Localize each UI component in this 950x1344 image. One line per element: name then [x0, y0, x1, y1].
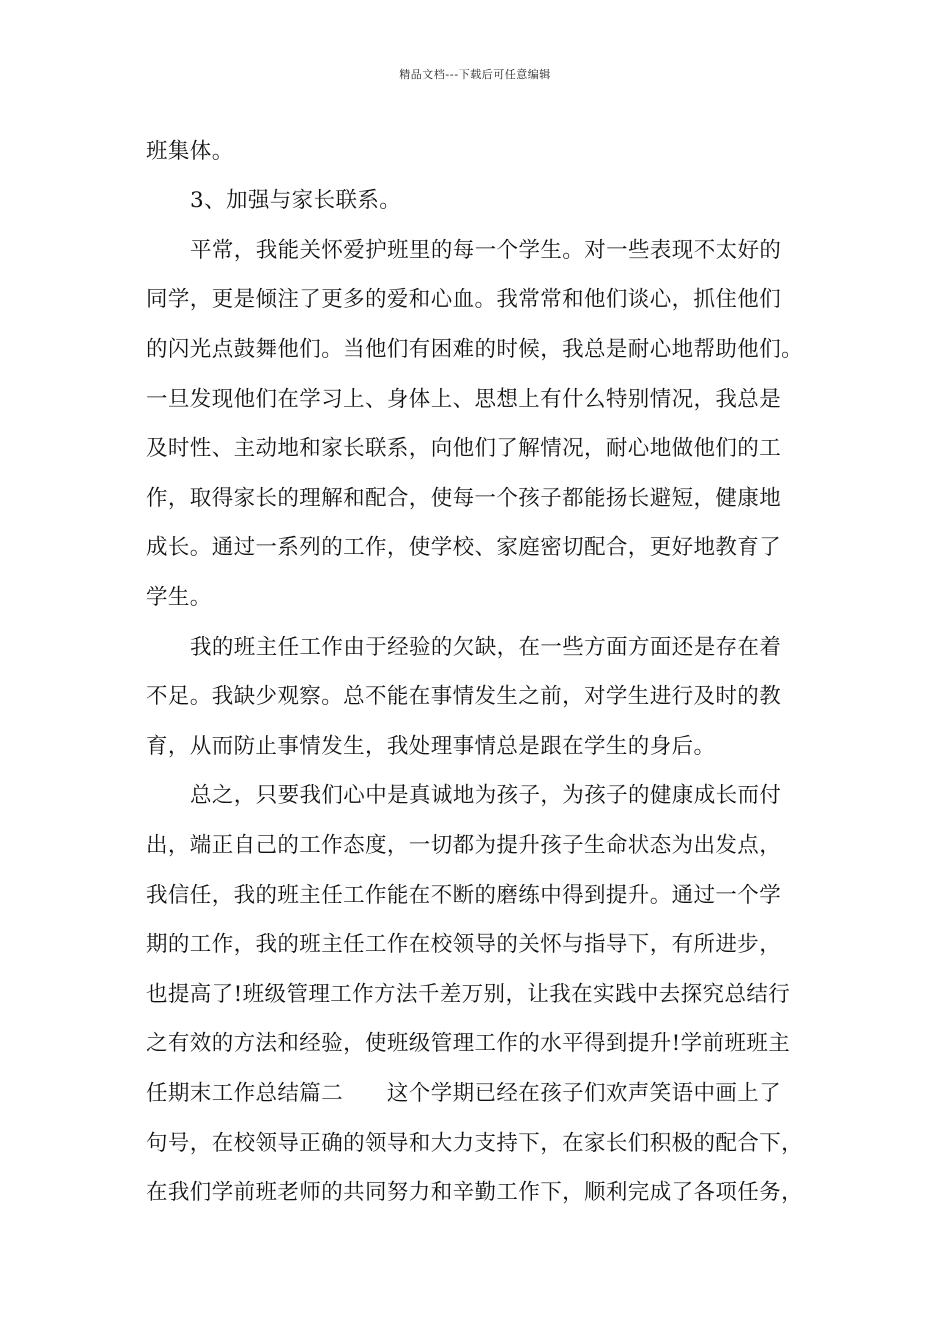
text-line: 成长。通过一系列的工作，使学校、家庭密切配合，更好地教育了	[146, 535, 782, 560]
text-line: 在我们学前班老师的共同努力和辛勤工作下，顺利完成了各项任务，	[146, 1180, 804, 1205]
text-line: 作，取得家长的理解和配合，使每一个孩子都能扬长避短，健康地	[146, 486, 782, 511]
text-line: 也提高了!班级管理工作方法千差万别，让我在实践中去探究总结行	[146, 982, 791, 1007]
text-line: 句号，在校领导正确的领导和大力支持下，在家长们积极的配合下，	[146, 1131, 804, 1156]
text-line: 平常，我能关怀爱护班里的每一个学生。对一些表现不太好的	[190, 238, 782, 263]
text-line: 同学，更是倾注了更多的爱和心血。我常常和他们谈心，抓住他们	[146, 287, 782, 312]
text-line: 一旦发现他们在学习上、身体上、思想上有什么特别情况，我总是	[146, 387, 782, 412]
section-heading: 3、加强与家长联系。	[190, 188, 402, 213]
text-line: 总之，只要我们心中是真诚地为孩子，为孩子的健康成长而付	[190, 783, 782, 808]
text-line: 的闪光点鼓舞他们。当他们有困难的时候，我总是耐心地帮助他们。	[146, 337, 804, 362]
text-line: 不足。我缺少观察。总不能在事情发生之前，对学生进行及时的教	[146, 684, 782, 709]
text-line: 及时性、主动地和家长联系，向他们了解情况，耐心地做他们的工	[146, 436, 782, 461]
text-line: 出，端正自己的工作态度，一切都为提升孩子生命状态为出发点，	[146, 833, 782, 858]
text-line: 之有效的方法和经验，使班级管理工作的水平得到提升!学前班班主	[146, 1031, 791, 1056]
text-line: 期的工作，我的班主任工作在校领导的关怀与指导下，有所进步，	[146, 932, 782, 957]
text-line: 学生。	[146, 585, 212, 610]
text-line: 任期末工作总结篇二 这个学期已经在孩子们欢声笑语中画上了	[146, 1081, 782, 1106]
text-line: 育，从而防止事情发生，我处理事情总是跟在学生的身后。	[146, 734, 716, 759]
page-header: 精品文档---下载后可任意编辑	[399, 68, 551, 81]
text-line: 班集体。	[146, 139, 234, 164]
text-line: 我的班主任工作由于经验的欠缺，在一些方面方面还是存在着	[190, 635, 782, 660]
text-line: 我信任，我的班主任工作能在不断的磨练中得到提升。通过一个学	[146, 883, 782, 908]
